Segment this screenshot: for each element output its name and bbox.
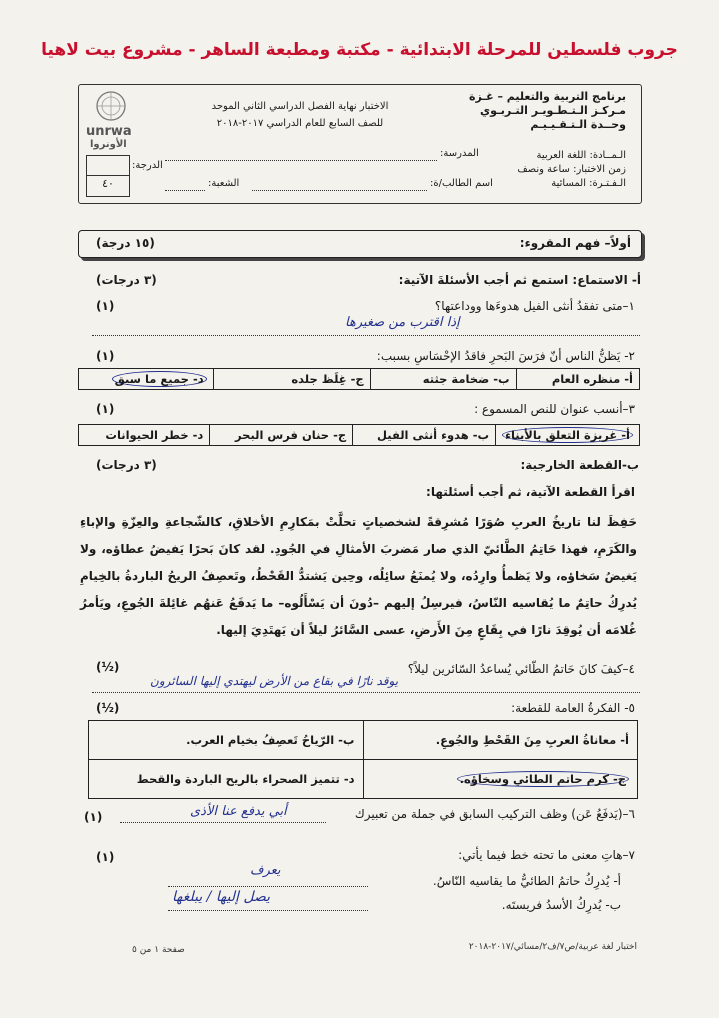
q1-handwritten-answer: إذا اقترب من صغيرها — [345, 315, 460, 330]
q5-selected-mark: ج- كرم حاتم الطائي وسخاؤه. — [457, 771, 629, 787]
q5-option-c[interactable] — [363, 760, 638, 799]
q2-option-b[interactable]: ب- ضخامة جثته — [370, 369, 516, 390]
q2-option-c[interactable]: ج- غِلَظ جلده — [213, 369, 370, 390]
subject-label: الـمــادة: اللغة العربية — [536, 150, 626, 161]
q4-answer-line[interactable] — [92, 692, 640, 693]
q5-option-d[interactable]: د- تتميز الصحراء بالريح الباردة والقحط — [89, 760, 364, 799]
section-line[interactable] — [165, 190, 205, 191]
grade-box[interactable] — [86, 155, 130, 197]
q7-a-handwritten-answer: يعرف — [250, 863, 281, 878]
org-line-1: برنامج التربية والتعليم – غـزة — [469, 90, 626, 103]
listening-title: أ- الاستماع: استمع ثم أجب الأسئلةَ الآتية: — [398, 273, 641, 287]
q2-options-table — [78, 368, 640, 390]
school-line[interactable] — [165, 160, 437, 161]
grade-total: ٤٠ — [102, 177, 114, 190]
q1-text: ١–متى تفقدُ أنثى الفيل هدوءَها ووداعتها؟ — [434, 299, 635, 313]
q3-text: ٣–أنسب عنوان للنص المسموع : — [474, 402, 635, 416]
q2-text: ٢- يَظنُّ الناس أنّ فرَسَ البَحرِ فاقدُ الإحْسَاسِ بسبب: — [376, 349, 635, 363]
page-banner: جروب فلسطين للمرحلة الابتدائية - مكتبة ومطبعة الساهر - مشروع بيت لاهيا — [41, 40, 678, 60]
footer-exam-code: اختبار لغة عربية/ص٧/ف٢/مسائي/٢٠١٧-٢٠١٨ — [468, 942, 637, 952]
section-marks: (١٥ درجة) — [96, 236, 155, 250]
q7-item-a: أ- يُدرِكُ حاتمُ الطائيُّ ما يقاسيه النّاسُ. — [432, 874, 621, 888]
q2-mark: (١) — [96, 349, 115, 363]
q4-text: ٤–كيفَ كانَ حَاتمُ الطّائي يُساعدُ السّائرين ليلاً؟ — [407, 662, 635, 676]
listening-marks: (٣ درجات) — [96, 273, 157, 287]
q2-option-a[interactable]: أ- منظره العام — [516, 369, 639, 390]
q5-option-a[interactable]: أ- معاناةُ العربِ مِنَ القَحْطِ والجُوعِ. — [363, 721, 638, 760]
student-name-label: اسم الطالب/ة: — [430, 178, 493, 189]
section-title: أولاً– فهم المقروء: — [519, 236, 631, 250]
unrwa-logo-arabic: الأونروا — [90, 139, 127, 150]
q2-selected-mark: د- جميع ما سبق — [112, 371, 207, 387]
exam-grade-year: للصف السابع للعام الدراسي ٢٠١٧-٢٠١٨ — [216, 118, 384, 129]
q5-option-b[interactable]: ب- الرّياحُ تَعصِفُ بخيام العرب. — [89, 721, 364, 760]
q3-option-a[interactable] — [496, 425, 640, 446]
q5-text: ٥- الفكرةُ العامة للقطعة: — [511, 701, 635, 715]
org-line-2: مـركـز الـتـطـويـر التـربـوي — [480, 104, 626, 117]
q7-b-handwritten-answer: يصل إليها / يبلغها — [172, 889, 271, 905]
q7-a-answer-line[interactable] — [168, 886, 368, 887]
q1-mark: (١) — [96, 299, 115, 313]
external-title: ب-القطعة الخارجية: — [520, 458, 639, 472]
grade-label: الدرجة: — [132, 160, 163, 171]
q7-b-answer-line[interactable] — [168, 910, 368, 911]
student-name-line[interactable] — [252, 190, 427, 191]
q3-option-d[interactable]: د- خطر الحيوانات — [79, 425, 210, 446]
q3-options-table — [78, 424, 640, 446]
school-label: المدرسة: — [440, 148, 479, 159]
q2-option-d[interactable] — [79, 369, 214, 390]
q6-answer-line[interactable] — [120, 822, 326, 823]
unrwa-logo-text: unrwa — [86, 124, 132, 139]
q3-mark: (١) — [96, 402, 115, 416]
section-label: الشعبة: — [208, 178, 240, 189]
org-line-3: وحــدة الـتـقـيـيـم — [530, 118, 626, 131]
q1-answer-line[interactable] — [92, 335, 640, 336]
q6-text: ٦–(يَدفَعُ عَن) وظف التركيب السابق في جملة من تعبيرك — [354, 807, 635, 821]
q7-item-b: ب- يُدرِكُ الأسدُ فريستَه. — [501, 898, 621, 912]
q6-mark: (١) — [84, 810, 103, 824]
q5-options-table — [88, 720, 638, 799]
q3-option-b[interactable]: ب- هدوء أنثى الفيل — [353, 425, 496, 446]
q5-mark: (½) — [96, 701, 120, 715]
q7-text: ٧–هاتِ معنى ما تحته خط فيما يأتي: — [458, 848, 635, 862]
q3-selected-mark: أ- غريزة التعلق بالأبناء — [502, 427, 633, 443]
passage-paragraph: حَفِظَ لنا تاريخُ العربِ صُوَرًا مُشرِقةً لشخصياتٍ تحلَّتْ بمَكارِمِ الأخلاقِ، كالشّجاعةِ والعِزّةِ والإباءِ والكَرَمِ، فهذا حَاتِمُ الطَّائيّ الذي صار مَضربَ الأمثالِ في الجُودِ. لقد كانَ بَحرًا يَفيضُ عطاؤه، ولا يَغيضُ سَخاؤه، ولا يَظمأُ وارِدُه، ولا يُمنَعُ سائِلُه، وحِين يَشتدُّ القَحْطُ، وتَعصِفُ الريحُ الباردةُ بالخِيامِ يُدرِكُ حاتِمٌ ما يُقاسيه النّاسُ، فيرسِلُ إليهم –دُونَ أن يَسْأَلُوه– ما يَدفَعُ عَنهُم غائِلةَ الجُوعِ، ويَأمرُ غُلامَه أن يُوقِدَ نارًا في بِقَاعٍ مِنَ الأَرضِ، عسى السَّائرُ ليلاً أن يَهتَدِيَ إليها. — [80, 515, 637, 637]
external-instruction: اقرأ القطعة الآتية، ثم أجب أسئلتها: — [426, 485, 635, 499]
footer-page-number: صفحة ١ من ٥ — [132, 945, 185, 955]
exam-title: الاختبار نهاية الفصل الدراسي الثاني الموحد — [211, 101, 389, 112]
q4-mark: (½) — [96, 660, 120, 674]
duration-label: زمن الاختبار: ساعة ونصف — [517, 164, 626, 175]
external-marks: (٣ درجات) — [96, 458, 157, 472]
q7-mark: (١) — [96, 850, 115, 864]
q4-handwritten-answer: يوقد نارًا في بقاع من الأرض ليهتدي إليها السائرون — [150, 674, 399, 688]
q3-option-c[interactable]: ج- حنان فرس البحر — [210, 425, 353, 446]
q6-handwritten-answer: أبي يدفع عنا الأذى — [190, 804, 287, 819]
period-label: الـفـتـرة: المسائية — [551, 178, 626, 189]
